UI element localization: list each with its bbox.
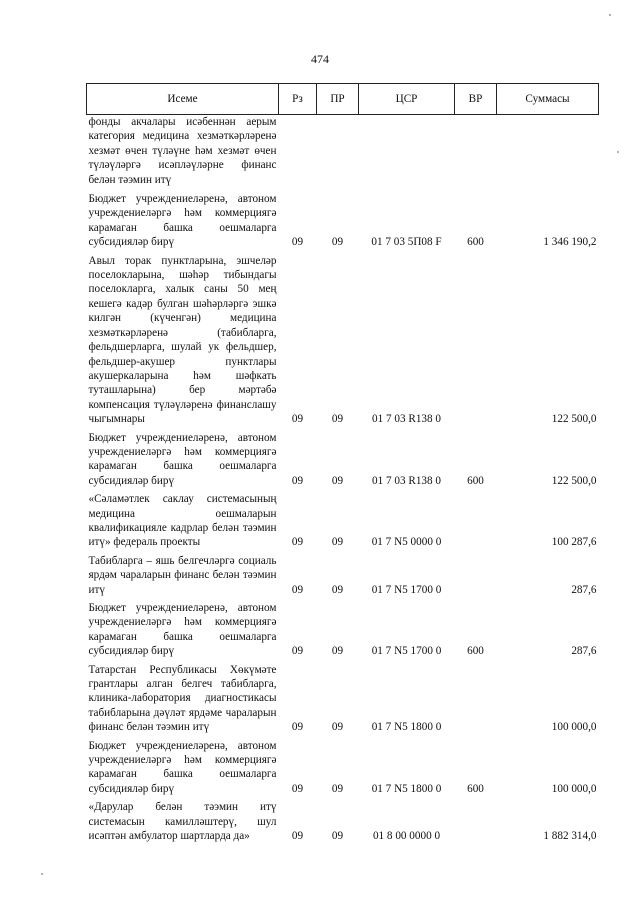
table-row	[87, 550, 599, 597]
table-row	[87, 796, 599, 843]
cell-sum: 122 500,0	[551, 413, 597, 426]
cell-vr	[455, 250, 497, 427]
header-pr: ПР	[317, 84, 359, 115]
table-row	[87, 597, 599, 659]
cell-pr: 09	[331, 536, 344, 549]
cell-pr: 09	[331, 474, 344, 487]
budget-table	[86, 83, 599, 844]
cell-csr: 01 7 N5 1800 0	[371, 782, 442, 795]
cell-rz: 09	[291, 583, 304, 596]
cell-rz: 09	[291, 536, 304, 549]
cell-pr: 09	[331, 782, 344, 795]
table-row	[87, 187, 599, 250]
scan-speck	[617, 151, 619, 153]
cell-pr: 09	[331, 645, 344, 658]
cell-vr: 600	[467, 645, 484, 658]
cell-csr: 01 7 N5 1700 0	[371, 583, 442, 596]
cell-csr	[359, 115, 455, 188]
cell-sum: 1 882 314,0	[543, 830, 597, 843]
cell-sum: 122 500,0	[551, 474, 597, 487]
cell-name: фонды акчалары исәбеннән аерым категория медицина хезмәткәрләренә хезмәт өчен түләүне һәм хезмәт өчен түләүләргә исәпләүләрне финанс белән тәэмин итү	[88, 116, 277, 186]
cell-rz: 09	[291, 830, 304, 843]
table-row	[87, 115, 599, 188]
cell-rz: 09	[291, 474, 304, 487]
cell-csr: 01 7 03 R138 0	[372, 413, 441, 426]
cell-csr: 01 7 03 5П08 F	[371, 236, 442, 249]
cell-csr: 01 7 N5 0000 0	[371, 536, 442, 549]
cell-pr: 09	[331, 721, 344, 734]
cell-vr	[455, 796, 497, 843]
cell-name: Табибларга – яшь белгечләргә социаль ярдәм чараларын финанс белән тәэмин итү	[88, 554, 277, 596]
cell-name: Бюджет учреждениеләренә, автоном учреждениеләргә һәм коммерциягә карамаган башка оешмаларга субсидияләр бирү	[88, 739, 277, 795]
table-header-row	[87, 84, 599, 115]
cell-csr: 01 7 03 R138 0	[372, 474, 441, 487]
cell-pr: 09	[331, 236, 344, 249]
cell-sum	[497, 115, 599, 188]
cell-pr: 09	[331, 413, 344, 426]
header-csr: ЦСР	[359, 84, 455, 115]
page-number: 474	[311, 52, 329, 66]
scan-speck	[609, 14, 611, 16]
cell-pr: 09	[331, 830, 344, 843]
cell-name: Бюджет учреждениеләренә, автоном учреждениеләргә һәм коммерциягә карамаган башка оешмаларга субсидияләр бирү	[88, 431, 277, 487]
table-row	[87, 735, 599, 797]
cell-csr: 01 7 N5 1800 0	[371, 721, 442, 734]
cell-csr: 01 8 00 0000 0	[372, 830, 441, 843]
cell-sum: 287,6	[571, 645, 597, 658]
table-row	[87, 488, 599, 550]
cell-vr	[455, 488, 497, 550]
header-vr: ВР	[455, 84, 497, 115]
cell-rz: 09	[291, 782, 304, 795]
cell-vr: 600	[467, 236, 484, 249]
cell-sum: 287,6	[571, 583, 597, 596]
cell-vr	[455, 659, 497, 735]
cell-vr	[455, 550, 497, 597]
cell-name: Бюджет учреждениеләренә, автоном учреждениеләргә һәм коммерциягә карамаган башка оешмаларга субсидияләр бирү	[88, 193, 277, 249]
cell-rz: 09	[291, 236, 304, 249]
header-sum: Суммасы	[497, 84, 599, 115]
cell-name: «Дарулар белән тәэмин итү системасын камилләштерү, шул исәптән амбулатор шартларда да»	[88, 801, 277, 843]
cell-vr: 600	[467, 782, 484, 795]
table-row	[87, 427, 599, 489]
scan-speck	[41, 873, 43, 875]
cell-name: Татарстан Республикасы Хөкүмәте грантлары алган белгеч табибларга, клиника-лаборатория диагностикасы табибларына дәүләт ярдәме чараларын финанс белән тәэмин итү	[88, 663, 277, 734]
header-name: Исеме	[87, 84, 279, 115]
cell-rz: 09	[291, 413, 304, 426]
cell-sum: 100 000,0	[551, 721, 597, 734]
cell-csr: 01 7 N5 1700 0	[371, 645, 442, 658]
cell-pr	[317, 115, 359, 188]
header-rz: Рз	[279, 84, 317, 115]
cell-pr: 09	[331, 583, 344, 596]
table-row	[87, 250, 599, 427]
cell-vr	[455, 115, 497, 188]
cell-sum: 1 346 190,2	[543, 236, 597, 249]
table-row	[87, 659, 599, 735]
cell-rz: 09	[291, 645, 304, 658]
cell-rz	[279, 115, 317, 188]
cell-vr: 600	[467, 474, 484, 487]
cell-name: «Сәламәтлек саклау системасының медицина оешмаларын квалификацияле кадрлар белән тәэмин итү» федераль проекты	[88, 493, 277, 549]
cell-sum: 100 000,0	[551, 782, 597, 795]
cell-rz: 09	[291, 721, 304, 734]
cell-name: Авыл торак пунктларына, эшчеләр поселокларына, шәһәр тибындагы поселокларга, халык саны 50 мең кешегә кадәр булган шәһәрләргә эшкә килгән (күченгән) медицина хезмәткәрләренә (табибларга, фельдшерларга, шулай ук фельдшер, фельдшер-акушер пунктлары акушеркаларына һәм шәфкать туташларына) бер мәртәбә компенсация түләүләренә финанслашу чыгымнары	[88, 254, 277, 426]
cell-name: Бюджет учреждениеләренә, автоном учреждениеләргә һәм коммерциягә карамаган башка оешмаларга субсидияләр бирү	[88, 602, 277, 658]
cell-sum: 100 287,6	[551, 536, 597, 549]
